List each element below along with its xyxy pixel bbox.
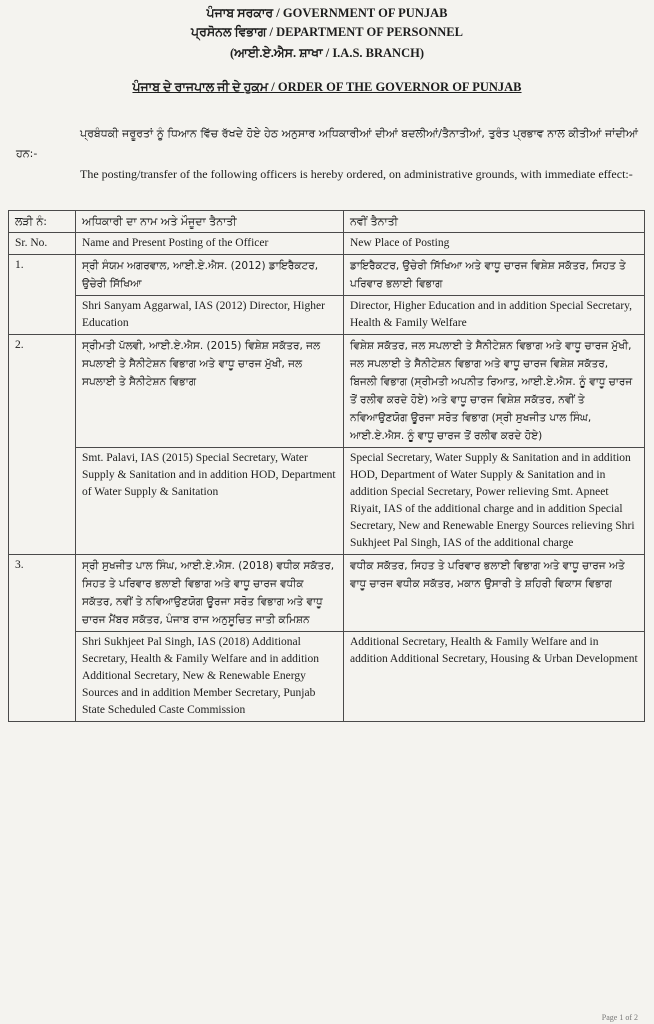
header-sr-english: Sr. No. [9, 233, 76, 255]
table-row [9, 632, 645, 722]
table-row [9, 448, 645, 555]
new-posting-english: Director, Higher Education and in addition Special Secretary, Health & Family Welfare [344, 296, 645, 335]
table-row [9, 335, 645, 448]
new-posting-english: Special Secretary, Water Supply & Sanitation and in addition HOD, Department of Water Supply & Sanitation and in addition Special Secretary, Power relieving Smt. Apneet Riyait, IAS of the additional charge and in addition Special Secretary, New and Renewable Energy Sources relieving Shri Sukhjeet Pal Singh, IAS of the additional charge [344, 448, 645, 555]
table-header-row-english [9, 233, 645, 255]
officer-punjabi: ਸ੍ਰੀਮਤੀ ਪੱਲਵੀ, ਆਈ.ਏ.ਐਸ. (2015) ਵਿਸ਼ੇਸ਼ ਸਕੱਤਰ, ਜਲ ਸਪਲਾਈ ਤੇ ਸੈਨੀਟੇਸ਼ਨ ਵਿਭਾਗ ਅਤੇ ਵਾਧੂ ਚਾਰਜ ਮੁੱਖੀ, ਜਲ ਸਪਲਾਈ ਤੇ ਸੈਨੀਟੇਸ਼ਨ ਵਿਭਾਗ [76, 335, 344, 448]
table-header-row-punjabi [9, 211, 645, 233]
new-posting-punjabi: ਵਧੀਕ ਸਕੱਤਰ, ਸਿਹਤ ਤੇ ਪਰਿਵਾਰ ਭਲਾਈ ਵਿਭਾਗ ਅਤੇ ਵਾਧੂ ਚਾਰਜ ਅਤੇ ਵਾਧੂ ਚਾਰਜ ਵਧੀਕ ਸਕੱਤਰ, ਮਕਾਨ ਉਸਾਰੀ ਤੇ ਸ਼ਹਿਰੀ ਵਿਕਾਸ ਵਿਭਾਗ [344, 555, 645, 632]
officer-punjabi: ਸ੍ਰੀ ਸੁਖਜੀਤ ਪਾਲ ਸਿੰਘ, ਆਈ.ਏ.ਐਸ. (2018) ਵਧੀਕ ਸਕੱਤਰ, ਸਿਹਤ ਤੇ ਪਰਿਵਾਰ ਭਲਾਈ ਵਿਭਾਗ ਅਤੇ ਵਾਧੂ ਚਾਰਜ ਵਧੀਕ ਸਕੱਤਰ, ਨਵੀਂ ਤੇ ਨਵਿਆਉਣਯੋਗ ਊਰਜਾ ਸਰੋਤ ਵਿਭਾਗ ਅਤੇ ਵਾਧੂ ਚਾਰਜ ਮੈਂਬਰ ਸਕੱਤਰ, ਪੰਜਾਬ ਰਾਜ ਅਨੁਸੂਚਿਤ ਜਾਤੀ ਕਮਿਸ਼ਨ [76, 555, 344, 632]
postings-table [8, 210, 645, 722]
header-department: ਪ੍ਰਸੋਨਲ ਵਿਭਾਗ / DEPARTMENT OF PERSONNEL [191, 25, 463, 39]
table-row [9, 555, 645, 632]
officer-punjabi: ਸ੍ਰੀ ਸੰਯਮ ਅਗਰਵਾਲ, ਆਈ.ਏ.ਐਸ. (2012) ਡਾਇਰੈਕਟਰ, ਉਚੇਰੀ ਸਿੱਖਿਆ [76, 255, 344, 296]
header-sr-punjabi: ਲੜੀ ਨੰ: [9, 211, 76, 233]
new-posting-punjabi: ਡਾਇਰੈਕਟਰ, ਉਚੇਰੀ ਸਿੱਖਿਆ ਅਤੇ ਵਾਧੂ ਚਾਰਜ ਵਿਸ਼ੇਸ਼ ਸਕੱਤਰ, ਸਿਹਤ ਤੇ ਪਰਿਵਾਰ ਭਲਾਈ ਵਿਭਾਗ [344, 255, 645, 296]
new-posting-english: Additional Secretary, Health & Family Welfare and in addition Additional Secretary, Housing & Urban Development [344, 632, 645, 722]
officer-english: Shri Sukhjeet Pal Singh, IAS (2018) Additional Secretary, Health & Family Welfare and in addition Additional Secretary, New & Renewable Energy Sources and in addition Member Secretary, Punjab State Scheduled Caste Commission [76, 632, 344, 722]
sr-number: 3. [9, 555, 76, 722]
sr-number: 1. [9, 255, 76, 335]
intro-english: The posting/transfer of the following officers is hereby ordered, on administrative grounds, with immediate effect:- [80, 167, 633, 181]
sr-number: 2. [9, 335, 76, 555]
header-new-posting-punjabi: ਨਵੀਂ ਤੈਨਾਤੀ [344, 211, 645, 233]
new-posting-punjabi: ਵਿਸ਼ੇਸ਼ ਸਕੱਤਰ, ਜਲ ਸਪਲਾਈ ਤੇ ਸੈਨੀਟੇਸ਼ਨ ਵਿਭਾਗ ਅਤੇ ਵਾਧੂ ਚਾਰਜ ਮੁੱਖੀ, ਜਲ ਸਪਲਾਈ ਤੇ ਸੈਨੀਟੇਸ਼ਨ ਵਿਭਾਗ ਅਤੇ ਵਾਧੂ ਚਾਰਜ ਵਿਸ਼ੇਸ਼ ਸਕੱਤਰ, ਬਿਜਲੀ ਵਿਭਾਗ (ਸ੍ਰੀਮਤੀ ਅਪਨੀਤ ਰਿਆਤ, ਆਈ.ਏ.ਐਸ. ਨੂੰ ਵਾਧੂ ਚਾਰਜ ਤੋਂ ਰਲੀਵ ਕਰਦੇ ਹੋਏ) ਅਤੇ ਵਾਧੂ ਚਾਰਜ ਵਿਸ਼ੇਸ਼ ਸਕੱਤਰ, ਨਵੀਂ ਤੇ ਨਵਿਆਉਣਯੋਗ ਊਰਜਾ ਸਰੋਤ ਵਿਭਾਗ (ਸ੍ਰੀ ਸੁਖਜੀਤ ਪਾਲ ਸਿੰਘ, ਆਈ.ਏ.ਐਸ. ਨੂੰ ਵਾਧੂ ਚਾਰਜ ਤੋਂ ਰਲੀਵ ਕਰਦੇ ਹੋਏ) [344, 335, 645, 448]
intro-punjabi: ਪ੍ਰਬੰਧਕੀ ਜਰੂਰਤਾਂ ਨੂੰ ਧਿਆਨ ਵਿੱਚ ਰੱਖਦੇ ਹੋਏ ਹੇਠ ਅਨੁਸਾਰ ਅਧਿਕਾਰੀਆਂ ਦੀਆਂ ਬਦਲੀਆਂ/ਤੈਨਾਤੀਆਂ, ਤੁਰੰਤ ਪ੍ਰਭਾਵ ਨਾਲ ਕੀਤੀਆਂ ਜਾਂਦੀਆਂ ਹਨ:- [16, 127, 638, 160]
officer-english: Shri Sanyam Aggarwal, IAS (2012) Director, Higher Education [76, 296, 344, 335]
header-branch: (ਆਈ.ਏ.ਐਸ. ਸ਼ਾਖਾ / I.A.S. BRANCH) [229, 46, 424, 60]
table-row [9, 255, 645, 296]
officer-english: Smt. Palavi, IAS (2015) Special Secretary, Water Supply & Sanitation and in addition HOD, Department of Water Supply & Sanitation [76, 448, 344, 555]
header-officer-punjabi: ਅਧਿਕਾਰੀ ਦਾ ਨਾਮ ਅਤੇ ਮੌਜੂਦਾ ਤੈਨਾਤੀ [76, 211, 344, 233]
header-government: ਪੰਜਾਬ ਸਰਕਾਰ / GOVERNMENT OF PUNJAB [206, 6, 448, 20]
header-new-posting-english: New Place of Posting [344, 233, 645, 255]
table-row [9, 296, 645, 335]
order-title [0, 80, 654, 95]
header-officer-english: Name and Present Posting of the Officer [76, 233, 344, 255]
order-title-text: ਪੰਜਾਬ ਦੇ ਰਾਜਪਾਲ ਜੀ ਦੇ ਹੁਕਮ / ORDER OF THE GOVERNOR OF PUNJAB [132, 80, 522, 94]
page-number: Page 1 of 2 [601, 1013, 638, 1022]
